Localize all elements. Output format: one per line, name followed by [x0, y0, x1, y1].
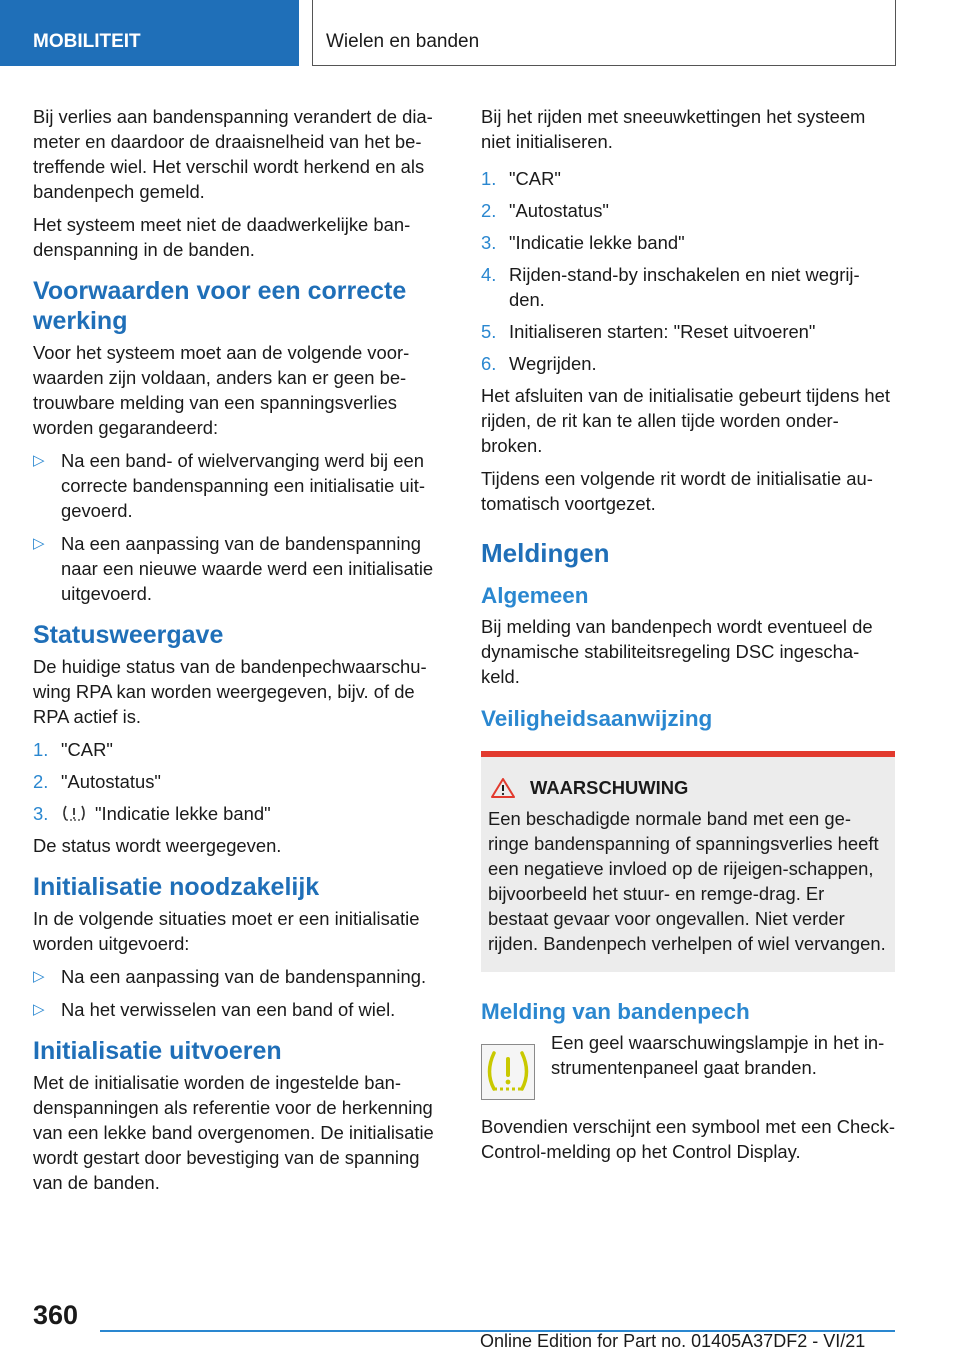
heading-initialisatie-noodzakelijk: Initialisatie noodzakelijk [33, 873, 320, 901]
warning-box [481, 751, 895, 972]
init-nodig-paragraph: In de volgende situaties moet er een initialisatie worden uitgevoerd: [33, 908, 420, 954]
section-tab [0, 0, 299, 66]
list-item: ▷ Na het verwisselen van een band of wiel. [33, 999, 396, 1020]
list-item: 1. "CAR" [481, 168, 561, 189]
list-item: 2. "Autostatus" [33, 771, 161, 792]
intro-paragraph: Bij verlies aan bandenspanning verandert de dia-meter en daardoor de draaisnelheid van het be-treffende wiel. Het verschil wordt herkend en als bandenpech gemeld. [33, 106, 433, 202]
step-number: 1. [481, 168, 497, 189]
triangle-right-icon: ▷ [33, 535, 45, 552]
list-item: 4. Rijden-stand-by inschakelen en niet wegrij-den. [481, 264, 860, 310]
edition-note: Online Edition for Part no. 01405A37DF2 - VI/21 [480, 1331, 866, 1351]
step-number: 2. [481, 200, 497, 221]
tire-pressure-icon [61, 804, 87, 824]
heading-algemeen: Algemeen [481, 583, 589, 608]
step-number: 5. [481, 321, 497, 342]
algemeen-paragraph: Bij melding van bandenpech wordt eventueel de dynamische stabiliteitsregeling DSC ingescha-keld. [481, 616, 873, 687]
status-result: De status wordt weergegeven. [33, 835, 282, 856]
list-item: 6. Wegrijden. [481, 353, 597, 374]
step-number: 1. [33, 739, 49, 760]
pech-row [481, 1030, 895, 1100]
heading-melding-bandenpech: Melding van bandenpech [481, 999, 750, 1024]
triangle-right-icon: ▷ [33, 968, 45, 985]
chapter-tab [312, 0, 896, 66]
status-paragraph: De huidige status van de bandenpechwaarschu-wing RPA kan worden weergegeven, bijv. of de RPA actief is. [33, 656, 427, 727]
heading-status: Statusweergave [33, 621, 224, 649]
heading-veiligheid: Veiligheidsaanwijzing [481, 706, 713, 731]
pech-paragraph: Een geel waarschuwingslampje in het in-strumentenpaneel gaat branden. [551, 1032, 885, 1078]
section-title: MOBILITEIT [33, 31, 141, 52]
tire-pressure-icon [481, 1044, 535, 1100]
triangle-right-icon: ▷ [33, 452, 45, 469]
list-item: 1. "CAR" [33, 739, 113, 760]
after-paragraph: Tijdens een volgende rit wordt de initialisatie au-tomatisch voortgezet. [481, 468, 873, 514]
step-number: 2. [33, 771, 49, 792]
page-number: 360 [33, 1300, 79, 1330]
after-paragraph: Het afsluiten van de initialisatie gebeurt tijdens het rijden, de rit kan te allen tijde worden onder-broken. [481, 385, 890, 456]
step-number: 3. [33, 803, 49, 824]
chapter-title: Wielen en banden [326, 31, 480, 52]
list-item: 3. "Indicatie lekke band" [33, 803, 271, 824]
warning-text: Een beschadigde normale band met een ge-ringe bandenspanning of spanningsverlies heeft een negatieve invloed op de rijeigen-schappen, bijvoorbeeld het stuur- en remge-drag. Er bestaat gevaar voor ongevallen. Niet verder rijden. Bandenpech verhelpen of wiel vervangen. [488, 808, 886, 954]
left-column [33, 104, 451, 1203]
voorwaarden-paragraph: Voor het systeem moet aan de volgende voor-waarden zijn voldaan, anders kan er geen be-trouwbare melding van een spanningsverlies worden gegarandeerd: [33, 342, 410, 438]
heading-initialisatie-uitvoeren: Initialisatie uitvoeren [33, 1037, 282, 1065]
heading-meldingen: Meldingen [481, 538, 610, 568]
right-column [481, 104, 895, 1172]
list-item: ▷ Na een aanpassing van de bandenspanning naar een nieuwe waarde werd een initialisatie uitgevoerd. [33, 533, 434, 604]
list-item: 5. Initialiseren starten: "Reset uitvoeren" [481, 321, 816, 342]
heading-voorwaarden: Voorwaarden voor een correcte werking [33, 277, 407, 335]
snow-paragraph: Bij het rijden met sneeuwkettingen het systeem niet initialiseren. [481, 106, 866, 152]
list-item: 3. "Indicatie lekke band" [481, 232, 685, 253]
intro-paragraph: Het systeem meet niet de daadwerkelijke ban-denspanning in de banden. [33, 214, 411, 260]
step-number: 3. [481, 232, 497, 253]
warning-title: WAARSCHUWING [488, 775, 888, 800]
step-number: 4. [481, 264, 497, 285]
triangle-right-icon: ▷ [33, 1001, 45, 1018]
final-paragraph: Bovendien verschijnt een symbool met een Check-Control-melding op het Control Display. [481, 1116, 896, 1162]
list-item: 2. "Autostatus" [481, 200, 609, 221]
list-item: ▷ Na een aanpassing van de bandenspanning. [33, 966, 427, 987]
step-number: 6. [481, 353, 497, 374]
warning-triangle-icon [490, 777, 516, 799]
init-uitvoeren-paragraph: Met de initialisatie worden de ingestelde ban-denspanningen als referentie voor de herkenning van een lekke band overgenomen. De initialisatie wordt gestart door bevestiging van de spanning van de banden. [33, 1072, 434, 1193]
list-item: ▷ Na een band- of wielvervanging werd bij een correcte bandenspanning een initialisatie uit-gevoerd. [33, 450, 425, 521]
